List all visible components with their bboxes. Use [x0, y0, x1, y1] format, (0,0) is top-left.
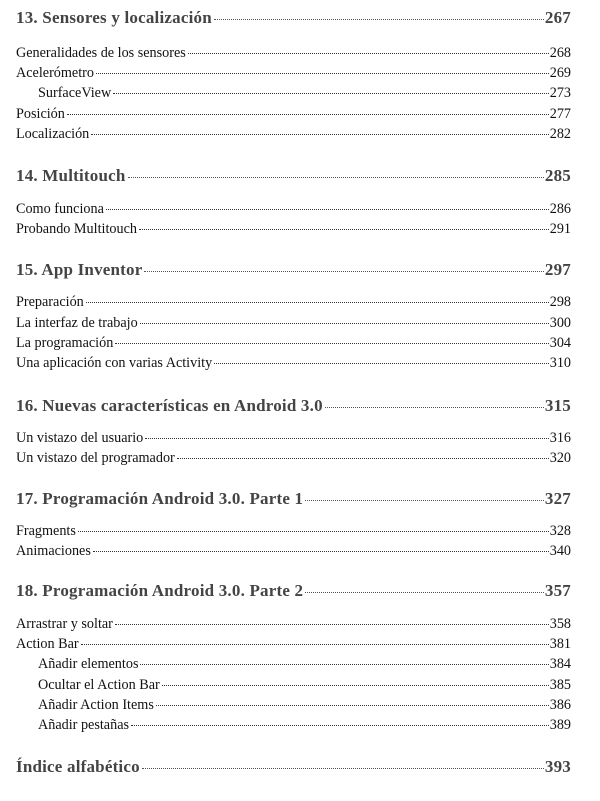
entry-title: Fragments: [16, 523, 76, 539]
entry-title: La interfaz de trabajo: [16, 315, 138, 331]
leader-dots: [93, 551, 549, 552]
chapter-title: 15. App Inventor: [16, 260, 143, 279]
leader-dots: [140, 323, 549, 324]
entry-page: 300: [549, 315, 571, 331]
toc-entry[interactable]: [16, 126, 571, 143]
entry-page: 304: [549, 335, 571, 351]
leader-dots: [81, 644, 549, 645]
chapter-heading-17[interactable]: [16, 489, 571, 509]
entry-title: Posición: [16, 106, 65, 122]
entry-page: 277: [549, 106, 571, 122]
toc-subentry[interactable]: [38, 677, 571, 694]
leader-dots: [86, 302, 549, 303]
leader-dots: [115, 343, 548, 344]
entry-page: 384: [549, 656, 571, 672]
chapter-page: 267: [544, 8, 571, 27]
toc-subentry[interactable]: [38, 717, 571, 734]
entry-title: Probando Multitouch: [16, 221, 137, 237]
leader-dots: [145, 438, 548, 439]
entry-title: Localización: [16, 126, 90, 142]
entry-page: 291: [549, 221, 571, 237]
leader-dots: [177, 458, 549, 459]
toc-entry[interactable]: [16, 335, 571, 352]
leader-dots: [67, 114, 549, 115]
entry-title: Un vistazo del programador: [16, 450, 175, 466]
index-heading[interactable]: [16, 757, 571, 777]
chapter-title: 17. Programación Android 3.0. Parte 1: [16, 489, 304, 508]
entry-page: 328: [549, 523, 571, 539]
chapter-title: 14. Multitouch: [16, 166, 126, 185]
entry-page: 358: [549, 616, 571, 632]
leader-dots: [113, 93, 549, 94]
toc-entry[interactable]: [16, 65, 571, 82]
leader-dots: [162, 685, 549, 686]
entry-title: Añadir Action Items: [38, 697, 154, 713]
toc-entry[interactable]: [16, 450, 571, 467]
entry-title: Añadir pestañas: [38, 717, 130, 733]
leader-dots: [128, 177, 544, 178]
leader-dots: [305, 592, 544, 593]
entry-title: Una aplicación con varias Activity: [16, 355, 213, 371]
toc-entry[interactable]: [16, 221, 571, 238]
leader-dots: [142, 768, 544, 769]
leader-dots: [91, 134, 548, 135]
entry-title: Animaciones: [16, 543, 91, 559]
leader-dots: [140, 664, 548, 665]
entry-page: 286: [549, 201, 571, 217]
entry-page: 340: [549, 543, 571, 559]
entry-title: Action Bar: [16, 636, 79, 652]
entry-page: 282: [549, 126, 571, 142]
entry-page: 386: [549, 697, 571, 713]
chapter-page: 285: [544, 166, 571, 185]
entry-title: Acelerómetro: [16, 65, 94, 81]
chapter-page: 315: [544, 396, 571, 415]
leader-dots: [188, 53, 549, 54]
toc-subentry[interactable]: [38, 656, 571, 673]
leader-dots: [115, 624, 549, 625]
chapter-title: 16. Nuevas características en Android 3.0: [16, 396, 323, 415]
toc-entry[interactable]: [16, 543, 571, 560]
entry-page: 389: [549, 717, 571, 733]
toc-entry[interactable]: [16, 430, 571, 447]
entry-title: Ocultar el Action Bar: [38, 677, 160, 693]
toc-entry[interactable]: [16, 355, 571, 372]
chapter-page: 327: [544, 489, 571, 508]
entry-page: 381: [549, 636, 571, 652]
entry-page: 310: [549, 355, 571, 371]
leader-dots: [214, 363, 549, 364]
entry-page: 298: [549, 294, 571, 310]
leader-dots: [305, 500, 544, 501]
entry-title: Generalidades de los sensores: [16, 45, 186, 61]
leader-dots: [156, 705, 549, 706]
index-page: 393: [544, 757, 571, 776]
toc-entry[interactable]: [16, 616, 571, 633]
entry-page: 273: [549, 85, 571, 101]
chapter-heading-16[interactable]: [16, 396, 571, 416]
chapter-heading-13[interactable]: [16, 8, 571, 28]
entry-title: Añadir elementos: [38, 656, 139, 672]
leader-dots: [144, 271, 543, 272]
toc-entry[interactable]: [16, 315, 571, 332]
index-title: Índice alfabético: [16, 757, 140, 776]
toc-entry[interactable]: [16, 294, 571, 311]
chapter-heading-18[interactable]: [16, 581, 571, 601]
toc-entry[interactable]: [16, 636, 571, 653]
entry-page: 320: [549, 450, 571, 466]
leader-dots: [325, 407, 544, 408]
chapter-page: 357: [544, 581, 571, 600]
chapter-heading-15[interactable]: [16, 260, 571, 280]
entry-page: 385: [549, 677, 571, 693]
toc-entry[interactable]: [16, 45, 571, 62]
entry-title: La programación: [16, 335, 114, 351]
toc-entry[interactable]: [16, 106, 571, 123]
entry-title: Preparación: [16, 294, 84, 310]
chapter-title: 18. Programación Android 3.0. Parte 2: [16, 581, 304, 600]
toc-entry[interactable]: [16, 201, 571, 218]
chapter-page: 297: [544, 260, 571, 279]
chapter-heading-14[interactable]: [16, 166, 571, 186]
entry-title: Arrastrar y soltar: [16, 616, 113, 632]
toc-entry[interactable]: [16, 523, 571, 540]
leader-dots: [78, 531, 549, 532]
entry-page: 316: [549, 430, 571, 446]
entry-title: SurfaceView: [38, 85, 112, 101]
leader-dots: [96, 73, 549, 74]
entry-title: Como funciona: [16, 201, 104, 217]
leader-dots: [214, 19, 544, 20]
chapter-title: 13. Sensores y localización: [16, 8, 212, 27]
leader-dots: [139, 229, 549, 230]
entry-page: 268: [549, 45, 571, 61]
toc-subentry[interactable]: [38, 697, 571, 714]
toc-subentry[interactable]: [38, 85, 571, 102]
entry-page: 269: [549, 65, 571, 81]
leader-dots: [106, 209, 549, 210]
entry-title: Un vistazo del usuario: [16, 430, 144, 446]
leader-dots: [131, 725, 549, 726]
